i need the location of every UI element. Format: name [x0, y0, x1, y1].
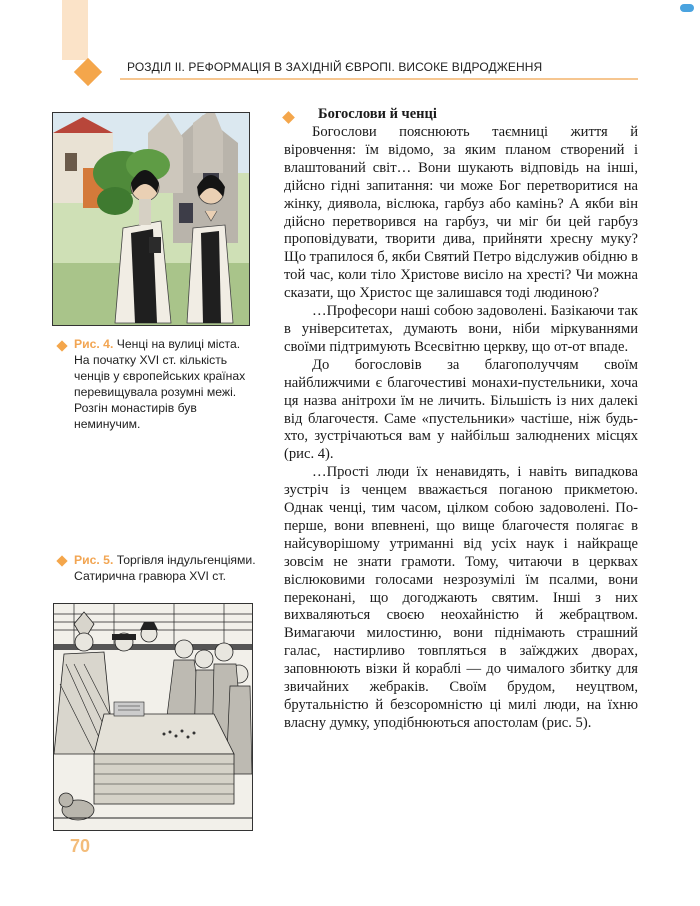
paragraph: …Професори наші собою задоволені. Базікаючи так в університетах, думають вони, ніби міркуваннями своїми підтримують Всесвітню церкву, що от-от впаде. — [284, 303, 638, 355]
header-rule — [120, 78, 638, 80]
section-diamond-icon — [282, 111, 295, 124]
header-diamond-icon — [74, 58, 102, 86]
page-number: 70 — [70, 836, 91, 856]
caption-diamond-icon — [56, 340, 67, 351]
publisher-logo-icon — [680, 4, 694, 12]
caption-diamond-icon — [56, 555, 67, 566]
figure-4-caption-text: Ченці на вулиці міста. На початку XVI ст. кількість ченців у європейських країнах перевищувала розумні межі. Розгін монастирів був неминучим. — [74, 337, 246, 431]
body-text — [284, 124, 638, 733]
figure-4-caption — [74, 336, 254, 432]
figure-5-caption-text: Торгівля індульгенціями. Сатирична гравюра XVI ст. — [74, 553, 256, 583]
top-accent-band — [62, 0, 88, 60]
paragraph: …Прості люди їх ненавидять, і навіть випадкова зустріч із ченцем вважається поганою прикметою. Однак ченці, тим часом, цілком собою задоволені. По-перше, вони впевнені, що вище благочестя полягає в найсуворішому утриманні від усіх наук і найкраще зовсім не знати грамоти. Тому, читаючи в церквах віслюковими голосами незрозумілі їм псалми, вони переконані, що догоджають святим. Інші з них вихваляються своєю неохайністю й жебрацтвом. Вимагаючи милостиню, вони піднімають страшний галас, настирливо товпляться в заїжджих дворах, заповнюють візки й кораблі — до чималого збитку для звичайних жебраків. Своїм брудом, неуцтвом, брутальністю й безсоромністю ці милі люди, на їхню власну думку, уподібнюються апостолам (рис. 5). — [284, 464, 638, 731]
paragraph: До богословів за благополуччям своїм найближчими є благочестиві монахи-пустельники, хоча ця назва анітрохи їм не личить. Більшість із них далекі від благочестя. Саме «пустельники» частіше, ніж будь-хто, зустрічаються вам у найбільш залюднених місцях (рис. 4). — [284, 356, 638, 463]
paragraph: Богослови пояснюють таємниці життя й віровчення: їм відомо, за яким планом створений і влаштований світ… Вони шукають відповідь на інші, дійсно гідні запитання: чи може Бог перетворитися на жінку, диявола, віслюка, гарбуз або камінь? А якби він дійсно перетворився на гарбуз, чи міг би цей гарбуз проповідувати, творити дива, прийняти хресну муку? Що трапилося б, якби Святий Петро відслужив обідню в той час, коли тіло Христове висіло на хресті? Чи можна сказати, що Христос ще залишався тоді людиною? — [284, 124, 638, 302]
chapter-header: РОЗДІЛ ІІ. РЕФОРМАЦІЯ В ЗАХІДНІЙ ЄВРОПІ. ВИСОКЕ ВІДРОДЖЕННЯ — [127, 60, 543, 74]
figure-monks-illustration — [52, 112, 250, 326]
figure-4-label: Рис. 4. — [74, 337, 114, 351]
monks-illustration — [53, 113, 249, 325]
figure-indulgence-engraving — [53, 603, 253, 831]
indulgence-engraving — [54, 604, 252, 830]
figure-5-label: Рис. 5. — [74, 553, 114, 567]
figure-5-caption — [74, 552, 256, 584]
section-title: Богослови й ченці — [318, 106, 437, 122]
